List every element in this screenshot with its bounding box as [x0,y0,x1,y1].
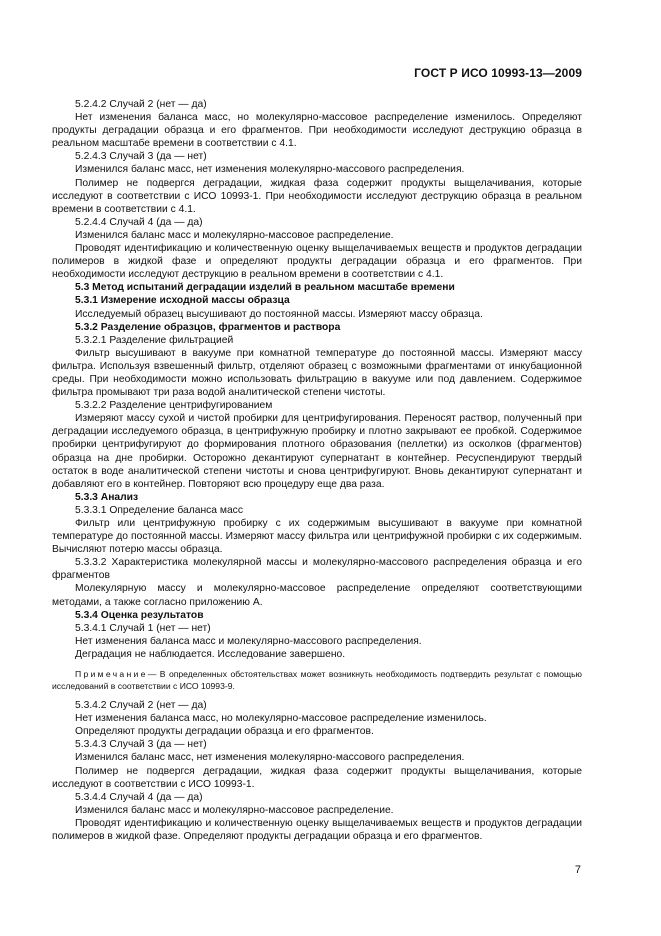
body-paragraph: Нет изменения баланса масс, но молекулярно-массовое распределение изменилось. [75,713,487,725]
clause-heading: 5.3.3.1 Определение баланса масс [75,504,243,516]
note [52,668,582,692]
clause-heading: 5.2.4.4 Случай 4 (да — да) [75,216,203,228]
clause-heading: 5.3.4.2 Случай 2 (нет — да) [75,700,207,712]
subsection-heading: 5.3.3 Анализ [75,491,139,503]
subsection-heading: 5.3.4 Оценка результатов [75,609,204,621]
clause-heading: 5.3.4.3 Случай 3 (да — нет) [75,739,207,751]
body-paragraph: Изменился баланс масс и молекулярно-массовое распределение. [75,804,394,816]
page-body [52,98,582,843]
body-paragraph: Изменился баланс масс, нет изменения молекулярно-массового распределения. [75,164,465,176]
clause-heading: 5.3.2.2 Разделение центрифугированием [75,400,273,412]
body-paragraph: Изменился баланс масс и молекулярно-массовое распределение. [75,229,394,241]
body-paragraph: Фильтр высушивают в вакууме при комнатной температуре до постоянной массы. Измеряют массу фильтра. Используя взвешенный фильтр, отделяют образец с возможными фрагментами от инкубационной среды. При необходимости можно использовать фильтрацию в вакууме или под давлением. Содержимое фильтра промывают три раза водой аналитической степени чистоты. [52,347,582,399]
page-number: 7 [574,864,581,876]
body-paragraph: Проводят идентификацию и количественную оценку выщелачиваемых веществ и продуктов деградации полимеров в жидкой фазе. Определяют продукты деградации образца и его фрагментов. [52,817,582,842]
clause-heading: 5.2.4.3 Случай 3 (да — нет) [75,151,207,163]
body-paragraph: Нет изменения баланса масс и молекулярно-массового распределения. [75,635,422,647]
clause-heading: 5.3.3.2 Характеристика молекулярной массы и молекулярно-массового распределения образца и его фрагментов [52,557,582,582]
body-paragraph: Фильтр или центрифужную пробирку с их содержимым высушивают в вакууме при комнатной температуре до постоянной массы. Измеряют массу фильтра или центрифужной пробирки с их содержимым. Вычисляют потерю массы образца. [52,518,582,556]
section-heading: 5.3 Метод испытаний деградации изделий в реальном масштабе времени [75,282,455,294]
body-paragraph: Нет изменения баланса масс, но молекулярно-массовое распределение изменилось. Определяют продукты деградации образца и его фрагментов. При необходимости исследуют деструкцию образца в реальном масштабе времени в соответствии с 4.1. [52,112,582,150]
body-paragraph: Изменился баланс масс, нет изменения молекулярно-массового распределения. [75,752,465,764]
subsection-heading: 5.3.1 Измерение исходной массы образца [75,295,290,307]
body-paragraph: Определяют продукты деградации образца и его фрагментов. [75,726,374,738]
note-label: Примечание [75,669,148,680]
body-paragraph: Молекулярную массу и молекулярно-массовое распределение определяют соответствующими методами, а также согласно приложению А. [52,583,582,608]
subsection-heading: 5.3.2 Разделение образцов, фрагментов и раствора [75,321,341,333]
body-paragraph: Измеряют массу сухой и чистой пробирки для центрифугирования. Переносят раствор, полученный при деградации исследуемого образца, в центрифужную пробирку и плотно закрывают ее пробкой. Содержимое пробирки центрифугируют до формирования плотного образования (пеллетки) из осколков (фрагментов) образца на дне пробирки. Осторожно декантируют супернатант в контейнер. Ресуспендируют твердый остаток в воде аналитической степени чистоты и снова центрифугируют. Вновь декантируют супернатант и добавляют его в контейнер. Повторяют всю процедуру еще два раза. [52,413,582,490]
body-paragraph: Проводят идентификацию и количественную оценку выщелачиваемых веществ и продуктов деградации полимеров в жидкой фазе и определяют продукты деградации образца и его фрагментов. При необходимости исследуют деструкцию в реальном времени в соответствии с 4.1. [52,243,582,281]
body-paragraph: Исследуемый образец высушивают до постоянной массы. Измеряют массу образца. [75,308,483,320]
standard-designation: ГОСТ Р ИСО 10993-13—2009 [414,66,582,80]
note-text: — В определенных обстоятельствах может возникнуть необходимость подтвердить результат с помощью исследований в соответствии с ИСО 10993-9. [52,669,582,692]
clause-heading: 5.3.4.4 Случай 4 (да — да) [75,791,203,803]
body-paragraph: Деградация не наблюдается. Исследование завершено. [75,648,346,660]
body-paragraph: Полимер не подвергся деградации, жидкая фаза содержит продукты выщелачивания, которые исследуют в соответствии с ИСО 10993-1. При необходимости исследуют деструкцию образца в реальном времени в соответствии с 4.1. [52,177,582,215]
clause-heading: 5.2.4.2 Случай 2 (нет — да) [75,99,207,110]
body-paragraph: Полимер не подвергся деградации, жидкая фаза содержит продукты выщелачивания, которые исследуют в соответствии с ИСО 10993-1. [52,765,582,790]
clause-heading: 5.3.4.1 Случай 1 (нет — нет) [75,622,211,634]
clause-heading: 5.3.2.1 Разделение фильтрацией [75,334,234,346]
